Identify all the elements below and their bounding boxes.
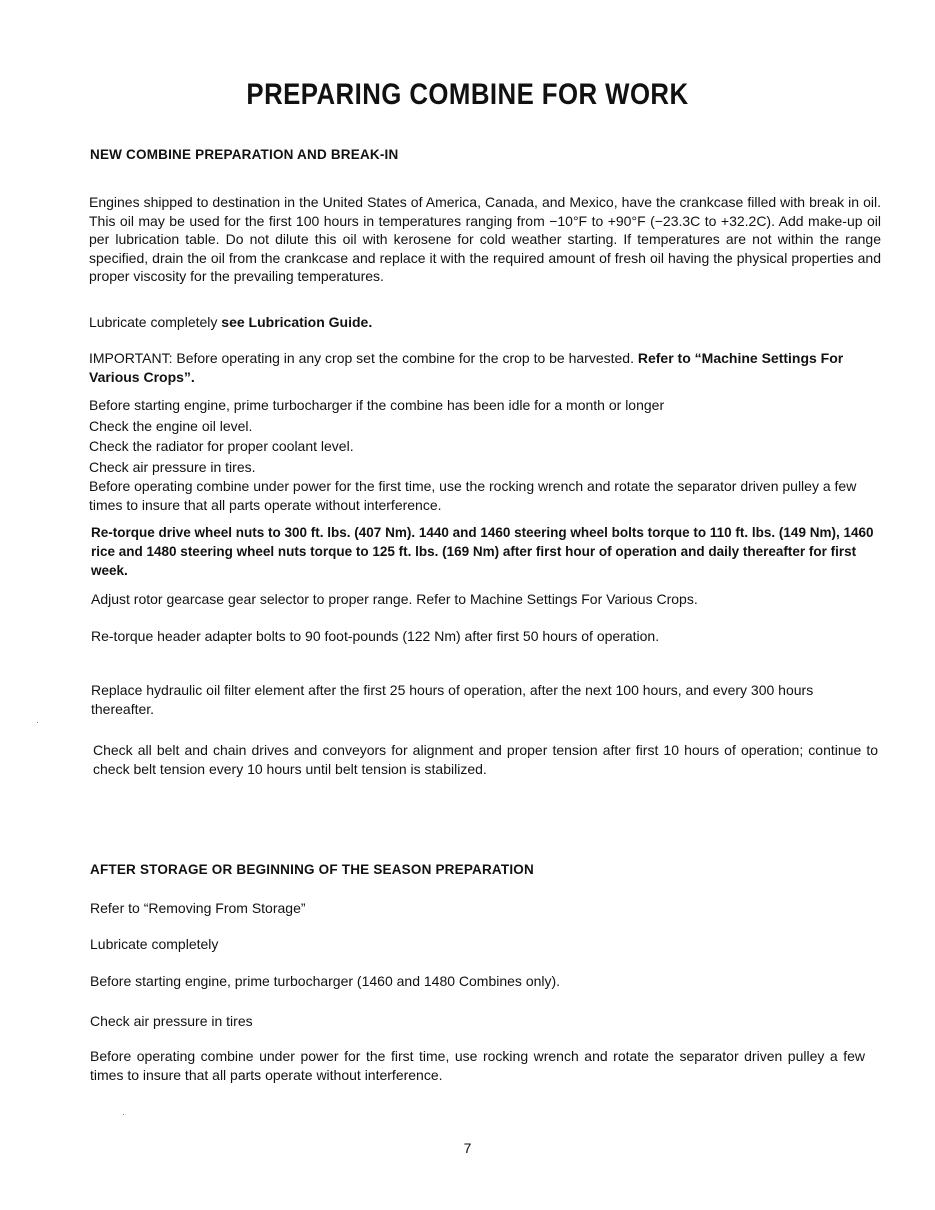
checklist-item: Check the engine oil level.: [89, 417, 253, 434]
hydraulic-filter-note: Replace hydraulic oil filter element after the first 25 hours of operation, after the next 100 hours, and every 300 hours thereafter.: [91, 682, 814, 717]
important-text: IMPORTANT: Before operating in any crop set the combine for the crop to be harvested.: [89, 350, 638, 366]
checklist-item: Check the radiator for proper coolant level.: [89, 438, 354, 454]
checklist-item: Before operating combine under power for the first time, use the rocking wrench and rotate the separator driven pulley a few times to insure that all parts operate without interference.: [89, 478, 857, 513]
machine-settings-reference: Refer to “Machine Settings For Various Crops”.: [89, 350, 844, 385]
scan-speck: [123, 1114, 124, 1115]
retorque-wheel-nuts-note: Re-torque drive wheel nuts to 300 ft. lbs. (407 Nm). 1440 and 1460 steering wheel bolts torque to 110 ft. lbs. (149 Nm), 1460 rice and 1480 steering wheel nuts torque to 125 ft. lbs. (169 Nm) after first hour of operation and daily thereafter for first week.: [91, 525, 874, 578]
header-bolts-note: Re-torque header adapter bolts to 90 foot-pounds (122 Nm) after first 50 hours of operation.: [91, 628, 660, 644]
engines-break-in-oil-paragraph: Engines shipped to destination in the United States of America, Canada, and Mexico, have the crankcase filled with break in oil. This oil may be used for the first 100 hours in temperatures ranging from −10°F to +90°F (−23.3C to +32.2C). Add make-up oil per lubrication table. Do not dilute this oil with kerosene for cold weather starting. If temperatures are not within the range specified, drain the oil from the crankcase and replace it with the required amount of fresh oil having the physical properties and proper viscosity for the prevailing temperatures.: [89, 194, 881, 284]
page-number: 7: [463, 1140, 472, 1156]
lubricate-text: Lubricate completely: [89, 314, 222, 330]
lubrication-guide-reference: see Lubrication Guide.: [221, 314, 373, 330]
storage-item: Before starting engine, prime turbocharger (1460 and 1480 Combines only).: [90, 973, 561, 989]
adjust-gearcase-note: Adjust rotor gearcase gear selector to proper range. Refer to Machine Settings For Various Crops.: [91, 591, 698, 607]
storage-item: Check air pressure in tires: [90, 1013, 253, 1029]
lubricate-line: [89, 313, 879, 332]
important-note: [89, 349, 864, 386]
belt-check-note: Check all belt and chain drives and conveyors for alignment and proper tension after first 10 hours of operation; continue to check belt tension every 10 hours until belt tension is stabilized.: [93, 742, 878, 777]
storage-item: Lubricate completely: [90, 936, 219, 952]
section-heading-after-storage: AFTER STORAGE OR BEGINNING OF THE SEASON PREPARATION: [90, 862, 534, 877]
storage-item: Before operating combine under power for the first time, use rocking wrench and rotate the separator driven pulley a few times to insure that all parts operate without interference.: [90, 1048, 865, 1083]
section-heading-new-combine: NEW COMBINE PREPARATION AND BREAK-IN: [90, 147, 399, 162]
checklist-item: Before starting engine, prime turbocharger if the combine has been idle for a month or longer: [89, 397, 665, 413]
page-title: PREPARING COMBINE FOR WORK: [246, 78, 689, 111]
storage-item: Refer to “Removing From Storage”: [90, 900, 306, 916]
checklist: [89, 395, 879, 515]
checklist-item: Check air pressure in tires.: [89, 458, 256, 475]
scan-speck: [37, 722, 38, 723]
